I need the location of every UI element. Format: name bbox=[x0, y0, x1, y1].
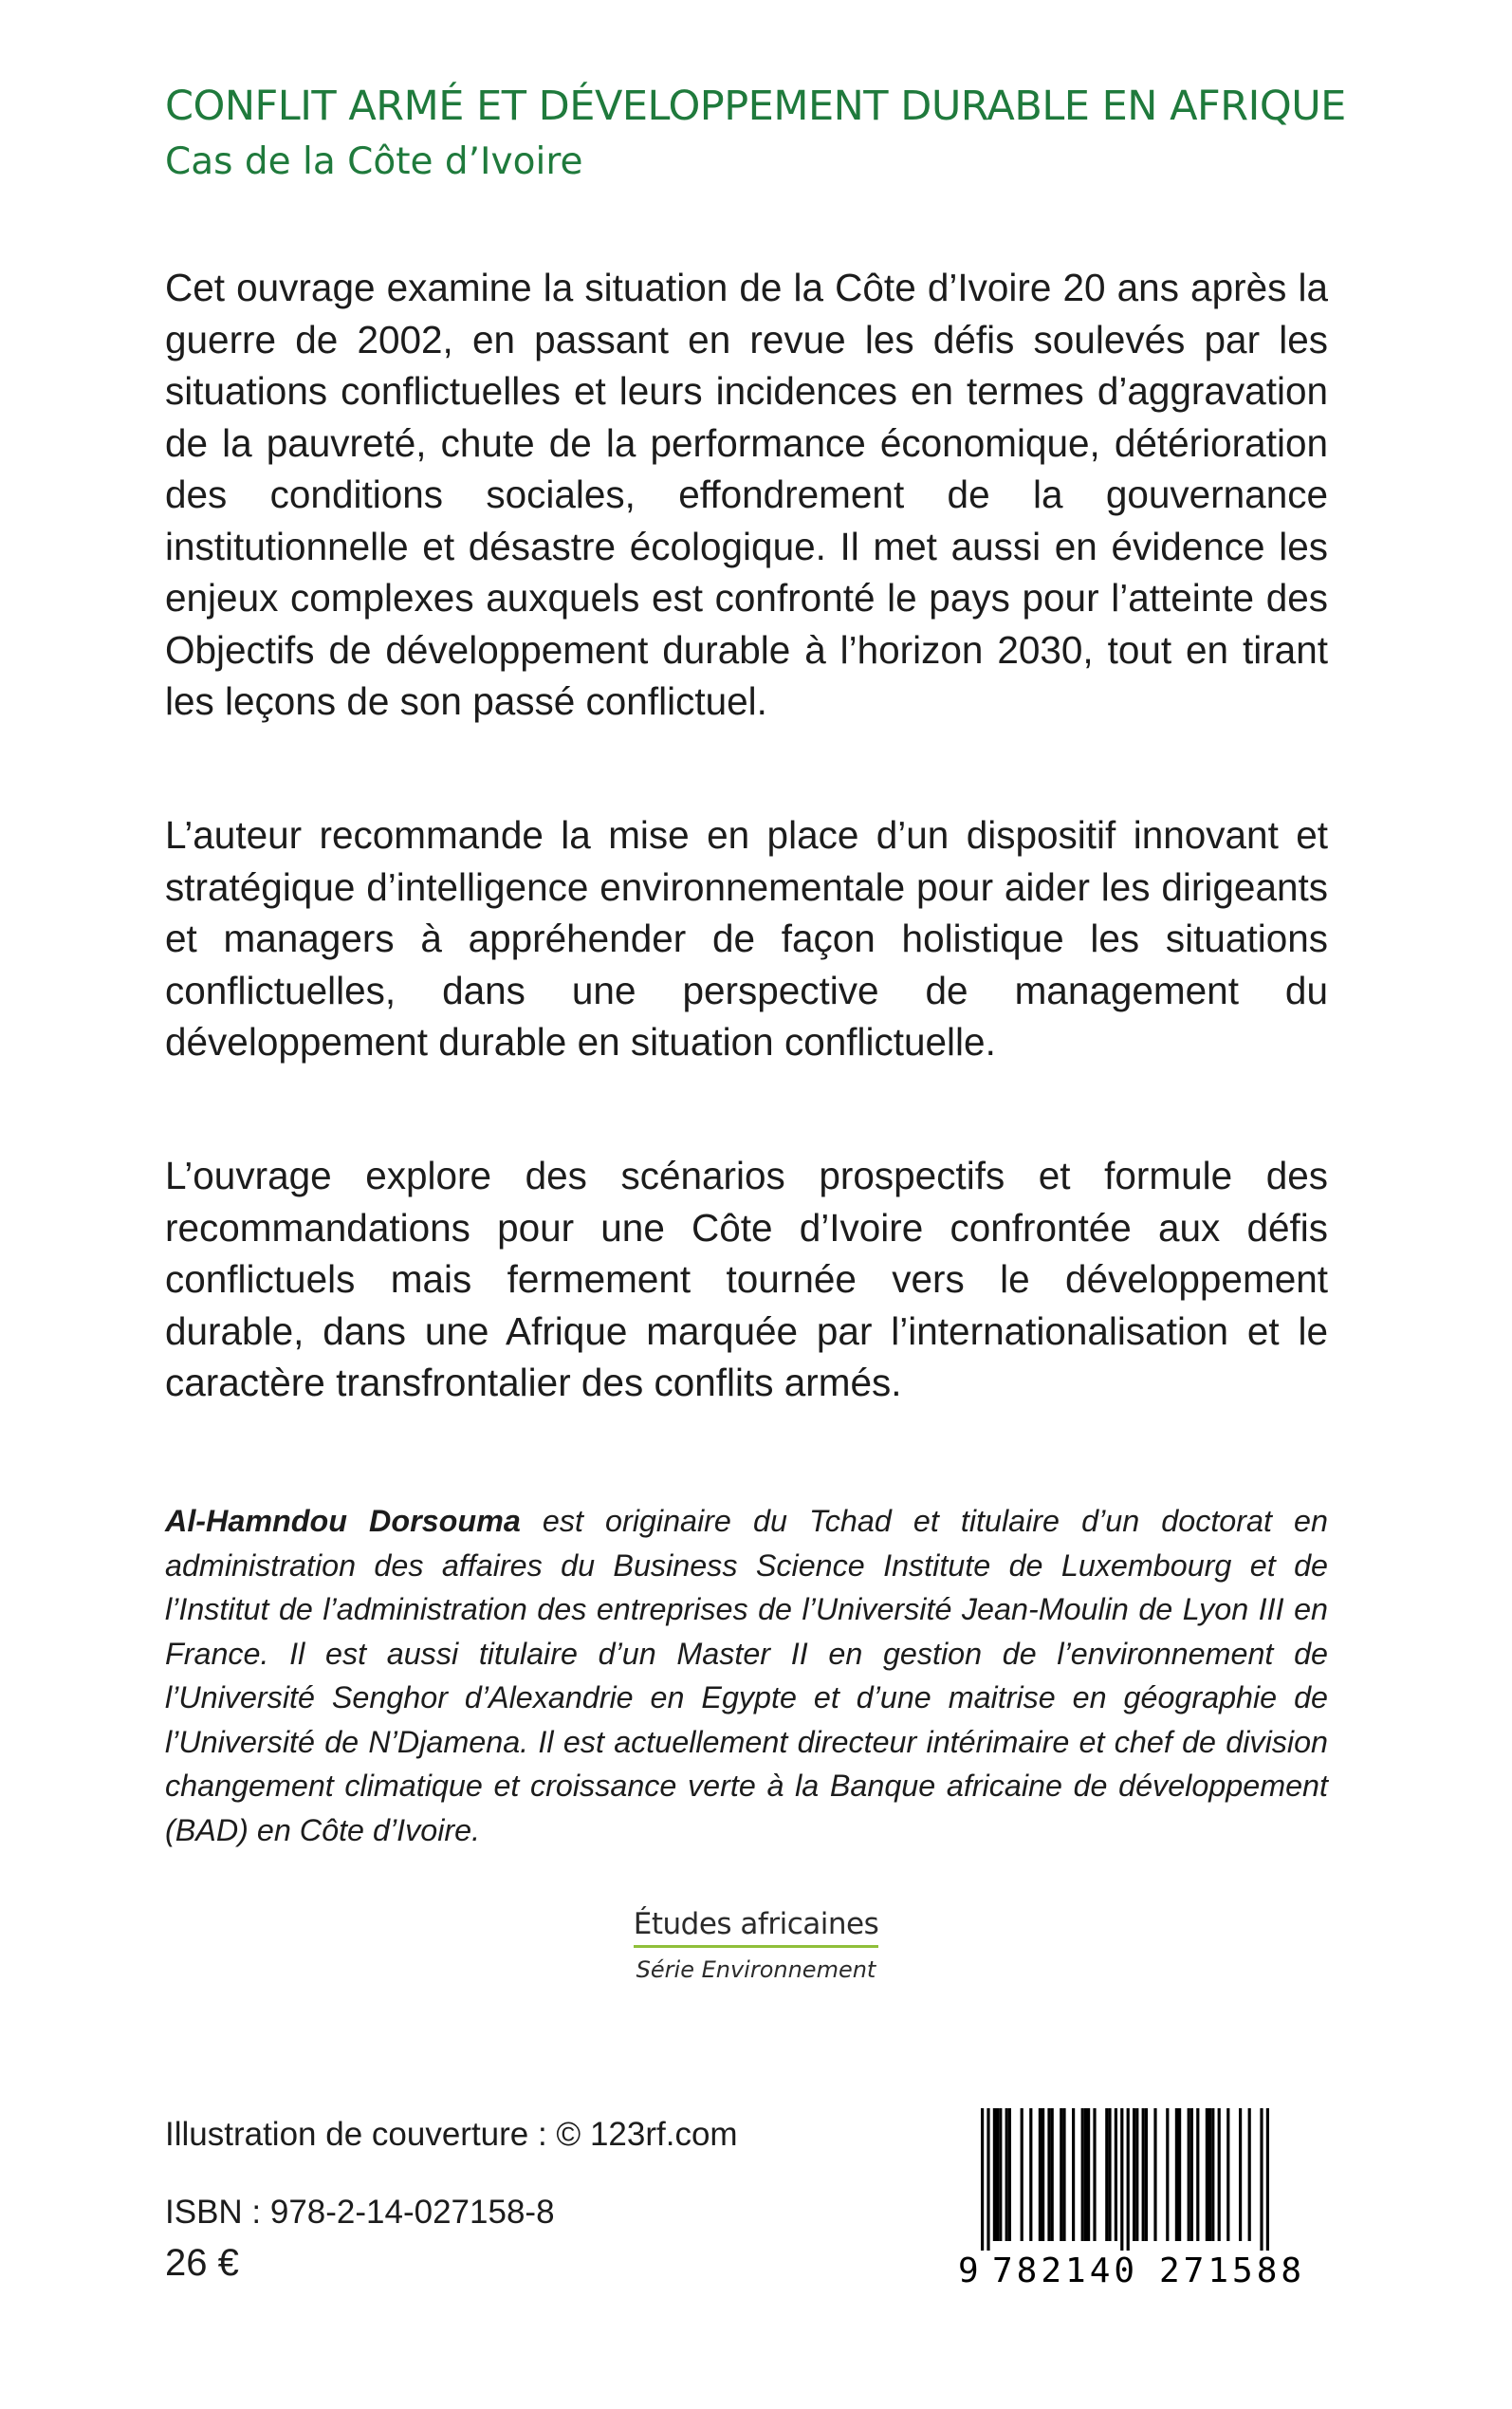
barcode bbox=[958, 2108, 1330, 2294]
barcode-left-group: 782140 bbox=[992, 2251, 1139, 2290]
barcode-bar bbox=[1266, 2108, 1269, 2251]
barcode-bar bbox=[1190, 2108, 1193, 2241]
barcode-bar bbox=[1060, 2108, 1062, 2241]
barcode-bar bbox=[1153, 2108, 1156, 2241]
book-title: CONFLIT ARMÉ ET DÉVELOPPEMENT DURABLE EN AFRIQUE bbox=[165, 83, 1346, 130]
book-subtitle: Cas de la Côte d’Ivoire bbox=[165, 140, 583, 183]
barcode-bar bbox=[1029, 2108, 1032, 2241]
barcode-bar bbox=[1175, 2108, 1178, 2241]
barcode-bars bbox=[958, 2108, 1330, 2251]
barcode-bar bbox=[1218, 2108, 1221, 2241]
barcode-bar bbox=[1208, 2108, 1211, 2241]
barcode-bar bbox=[1127, 2108, 1130, 2251]
barcode-bar bbox=[1142, 2108, 1145, 2241]
barcode-bar bbox=[1108, 2108, 1111, 2241]
summary-paragraph-2: L’auteur recommande la mise en place d’un dispositif innovant et stratégique d’intelligence environnementale pour aider les dirigeants et managers à appréhender de façon holistique les situations conflictuelles, dans une perspective de management du développement durable en situation conflictuelle. bbox=[165, 813, 1328, 1064]
barcode-bar bbox=[1196, 2108, 1199, 2241]
author-bio bbox=[165, 1499, 1328, 1852]
barcode-bar bbox=[1093, 2108, 1096, 2241]
barcode-bar bbox=[1047, 2108, 1050, 2241]
barcode-bar bbox=[1087, 2108, 1090, 2241]
barcode-bar bbox=[1072, 2108, 1075, 2241]
barcode-bar bbox=[1211, 2108, 1214, 2241]
barcode-bar bbox=[1188, 2108, 1190, 2241]
isbn: ISBN : 978-2-14-027158-8 bbox=[165, 2194, 555, 2231]
barcode-bar bbox=[1081, 2108, 1084, 2241]
barcode-bar bbox=[1133, 2108, 1135, 2241]
barcode-bar bbox=[1226, 2108, 1229, 2241]
barcode-bar bbox=[1248, 2108, 1251, 2241]
barcode-bar bbox=[993, 2108, 996, 2241]
barcode-bar bbox=[1178, 2108, 1181, 2241]
author-bio-text: est originaire du Tchad et titulaire d’un doctorat en administration des affaires du Business Science Institute de Luxembourg et de l’Institut de l’administration des entreprises de l’Université Jean-Moulin de Lyon III en France. Il est aussi titulaire d’un Master II en gestion de l’environnement de l’Université Senghor d’Alexandrie en Egypte et d’une maitrise en géographie de l’Université de N’Djamena. Il est actuellement directeur intérimaire et chef de division changement climatique et croissance verte à la Banque africaine de développement (BAD) en Côte d’Ivoire. bbox=[165, 1504, 1328, 1847]
barcode-bar bbox=[1051, 2108, 1054, 2241]
series-name: Série Environnement bbox=[636, 1956, 876, 1983]
barcode-bar bbox=[1021, 2108, 1023, 2241]
barcode-bar bbox=[1105, 2108, 1108, 2241]
author-name: Al-Hamndou Dorsouma bbox=[165, 1504, 521, 1538]
illustration-credit: Illustration de couverture : © 123rf.com bbox=[165, 2116, 738, 2153]
barcode-bar bbox=[981, 2108, 984, 2251]
barcode-bar bbox=[986, 2108, 989, 2251]
barcode-bar bbox=[1115, 2108, 1117, 2241]
barcode-bar bbox=[1120, 2108, 1123, 2251]
price: 26 € bbox=[165, 2242, 239, 2284]
barcode-bar bbox=[1005, 2108, 1008, 2241]
collection-block bbox=[0, 1905, 1512, 1986]
barcode-bar bbox=[1166, 2108, 1169, 2241]
barcode-first-digit: 9 bbox=[958, 2251, 979, 2290]
barcode-bar bbox=[1008, 2108, 1011, 2241]
collection-name: Études africaines bbox=[634, 1905, 878, 1948]
barcode-bar bbox=[1260, 2108, 1263, 2251]
barcode-bar bbox=[1135, 2108, 1138, 2241]
barcode-bar bbox=[1239, 2108, 1242, 2241]
barcode-bar bbox=[1206, 2108, 1208, 2241]
barcode-digits bbox=[958, 2249, 1330, 2294]
barcode-bar bbox=[1084, 2108, 1087, 2241]
summary-paragraph-3: L’ouvrage explore des scénarios prospectifs et formule des recommandations pour une Côte d’Ivoire confrontée aux défis conflictuels mais fermement tournée vers le développement durable, dans une Afrique marquée par l’internationalisation et le caractère transfrontalier des conflits armés. bbox=[165, 1154, 1328, 1404]
barcode-right-group: 271588 bbox=[1159, 2251, 1306, 2290]
barcode-bar bbox=[996, 2108, 999, 2241]
barcode-bar bbox=[1039, 2108, 1042, 2241]
barcode-bar bbox=[1145, 2108, 1148, 2241]
summary-paragraph-1: Cet ouvrage examine la situation de la Côte d’Ivoire 20 ans après la guerre de 2002, en passant en revue les défis soulevés par les situations conflictuelles et leurs incidences en termes d’aggravation de la pauvreté, chute de la performance économique, détérioration des conditions sociales, effondrement de la gouvernance institutionnelle et désastre écologique. Il met aussi en évidence les enjeux complexes auxquels est confronté le pays pour l’atteinte des Objectifs de développement durable à l’horizon 2030, tout en tirant les leçons de son passé conflictuel. bbox=[165, 266, 1328, 723]
barcode-bar bbox=[999, 2108, 1002, 2241]
barcode-bar bbox=[1042, 2108, 1044, 2241]
barcode-bar bbox=[1062, 2108, 1065, 2241]
